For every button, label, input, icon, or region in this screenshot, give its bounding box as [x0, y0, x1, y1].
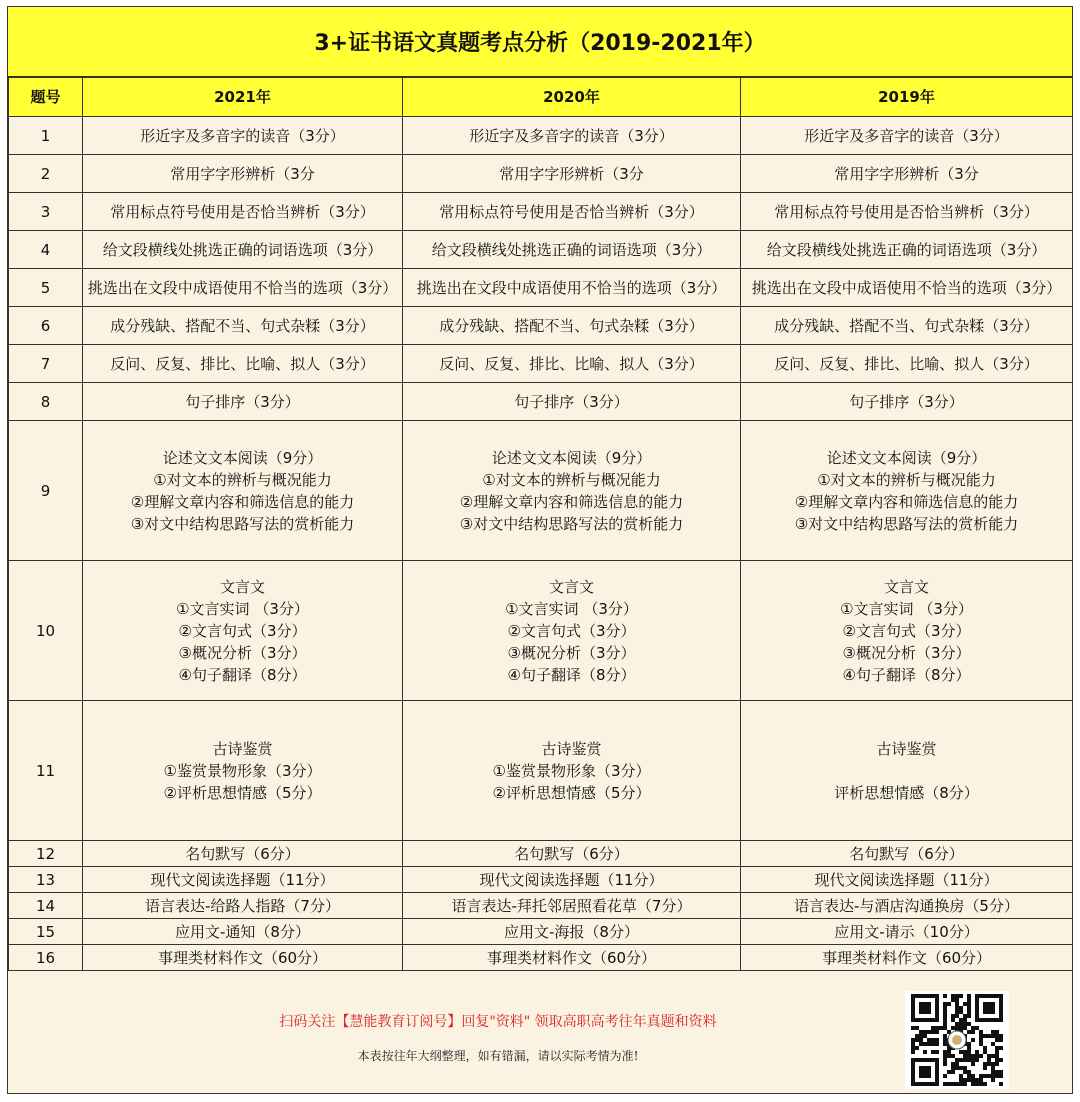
cell-line: ③对文中结构思路写法的赏析能力: [130, 514, 355, 533]
cell-2021: [83, 383, 403, 421]
table-row: [9, 421, 1073, 561]
cell-line: 论述文文本阅读（9分）: [491, 448, 652, 467]
cell-line: ①文言实词 （3分）: [505, 599, 638, 618]
cell-line: 反问、反复、排比、比喻、拟人（3分）: [110, 354, 375, 373]
cell-line: 成分残缺、搭配不当、句式杂糅（3分）: [110, 316, 375, 335]
cell-line: 常用标点符号使用是否恰当辨析（3分）: [774, 202, 1039, 221]
cell-2021: [83, 193, 403, 231]
cell-line: 论述文文本阅读（9分）: [162, 448, 323, 467]
cell-2019: [741, 383, 1073, 421]
cell-line: ②理解文章内容和筛选信息的能力: [794, 492, 1019, 511]
cell-line: 成分残缺、搭配不当、句式杂糅（3分）: [439, 316, 704, 335]
cell-line: ②文言句式（3分）: [507, 621, 636, 640]
cell-2021: [83, 841, 403, 867]
cell-2021: [83, 867, 403, 893]
table-row: [9, 307, 1073, 345]
table-row: [9, 383, 1073, 421]
cell-2020: [403, 841, 741, 867]
cell-line: 形近字及多音字的读音（3分）: [140, 126, 345, 145]
cell-line: ②理解文章内容和筛选信息的能力: [130, 492, 355, 511]
cell-2020: [403, 269, 741, 307]
cell-line: ①对文本的辨析与概况能力: [817, 470, 996, 489]
table-row: [9, 919, 1073, 945]
cell-2021: [83, 893, 403, 919]
cell-2021: [83, 117, 403, 155]
cell-line: 常用标点符号使用是否恰当辨析（3分）: [439, 202, 704, 221]
cell-line: ③概况分析（3分）: [507, 643, 636, 662]
cell-line: [741, 760, 1072, 782]
cell-line: 常用标点符号使用是否恰当辨析（3分）: [110, 202, 375, 221]
cell-2021: [83, 155, 403, 193]
footer-notice: 扫码关注【慧能教育订阅号】回复"资料" 领取高职高考往年真题和资料: [279, 1014, 717, 1030]
header-number: 题号: [9, 78, 83, 117]
cell-2020: [403, 421, 741, 561]
row-number: 2: [9, 155, 83, 193]
table-row: [9, 561, 1073, 701]
table-row: [9, 117, 1073, 155]
cell-line: 语言表达-与酒店沟通换房（5分）: [794, 896, 1019, 915]
table-row: [9, 155, 1073, 193]
cell-line: 应用文-通知（8分）: [175, 922, 310, 941]
cell-line: 常用字字形辨析（3分: [834, 164, 979, 183]
cell-line: ②文言句式（3分）: [178, 621, 307, 640]
table-body: [9, 117, 1073, 971]
cell-line: ②评析思想情感（5分）: [163, 783, 322, 802]
cell-line: 反问、反复、排比、比喻、拟人（3分）: [774, 354, 1039, 373]
cell-2019: [741, 421, 1073, 561]
cell-line: ③概况分析（3分）: [842, 643, 971, 662]
cell-2021: [83, 561, 403, 701]
cell-2020: [403, 561, 741, 701]
cell-line: 语言表达-拜托邻居照看花草（7分）: [451, 896, 692, 915]
cell-2020: [403, 193, 741, 231]
cell-line: 名句默写（6分）: [185, 844, 300, 863]
cell-line: 文言文: [883, 577, 929, 596]
cell-2020: [403, 893, 741, 919]
cell-2019: [741, 117, 1073, 155]
cell-line: 古诗鉴赏: [876, 739, 937, 758]
cell-2019: [741, 231, 1073, 269]
table-row: [9, 345, 1073, 383]
header-2019: 2019年: [741, 78, 1073, 117]
cell-line: 古诗鉴赏: [212, 739, 273, 758]
cell-line: ①对文本的辨析与概况能力: [153, 470, 332, 489]
cell-line: 常用字字形辨析（3分: [170, 164, 315, 183]
cell-line: 句子排序（3分）: [514, 392, 629, 411]
cell-2019: [741, 701, 1073, 841]
header-2020: 2020年: [403, 78, 741, 117]
cell-2021: [83, 345, 403, 383]
cell-2020: [403, 383, 741, 421]
cell-2019: [741, 155, 1073, 193]
cell-line: 成分残缺、搭配不当、句式杂糅（3分）: [774, 316, 1039, 335]
cell-2021: [83, 231, 403, 269]
cell-line: 语言表达-给路人指路（7分）: [145, 896, 340, 915]
row-number: 5: [9, 269, 83, 307]
cell-2020: [403, 945, 741, 971]
row-number: 6: [9, 307, 83, 345]
table-row: [9, 841, 1073, 867]
row-number: 15: [9, 919, 83, 945]
cell-line: ②评析思想情感（5分）: [492, 783, 651, 802]
cell-line: ①对文本的辨析与概况能力: [482, 470, 661, 489]
cell-2019: [741, 841, 1073, 867]
cell-line: 挑选出在文段中成语使用不恰当的选项（3分）: [87, 278, 398, 297]
row-number: 10: [9, 561, 83, 701]
cell-line: 给文段横线处挑选正确的词语选项（3分）: [102, 240, 383, 259]
cell-line: ③对文中结构思路写法的赏析能力: [459, 514, 684, 533]
cell-line: 文言文: [219, 577, 265, 596]
cell-line: 名句默写（6分）: [849, 844, 964, 863]
cell-line: 名句默写（6分）: [514, 844, 629, 863]
table-row: [9, 867, 1073, 893]
cell-2021: [83, 421, 403, 561]
table-row: [9, 893, 1073, 919]
footer-note: 本表按往年大纲整理，如有错漏，请以实际考情为准!: [357, 1049, 639, 1063]
row-number: 16: [9, 945, 83, 971]
cell-line: 论述文文本阅读（9分）: [826, 448, 987, 467]
cell-line: ②文言句式（3分）: [842, 621, 971, 640]
cell-line: 文言文: [548, 577, 594, 596]
cell-line: ②理解文章内容和筛选信息的能力: [459, 492, 684, 511]
cell-2019: [741, 561, 1073, 701]
cell-line: ④句子翻译（8分）: [178, 665, 307, 684]
cell-line: ④句子翻译（8分）: [507, 665, 636, 684]
cell-line: 事理类材料作文（60分）: [821, 948, 992, 967]
cell-2019: [741, 269, 1073, 307]
cell-line: ③对文中结构思路写法的赏析能力: [794, 514, 1019, 533]
qr-code-icon: [905, 991, 1009, 1089]
cell-line: ①文言实词 （3分）: [176, 599, 309, 618]
row-number: 1: [9, 117, 83, 155]
cell-2019: [741, 893, 1073, 919]
cell-line: ①鉴赏景物形象（3分）: [163, 761, 322, 780]
cell-line: 形近字及多音字的读音（3分）: [469, 126, 674, 145]
cell-line: ④句子翻译（8分）: [842, 665, 971, 684]
cell-2020: [403, 307, 741, 345]
row-number: 9: [9, 421, 83, 561]
cell-line: 挑选出在文段中成语使用不恰当的选项（3分）: [751, 278, 1062, 297]
cell-2021: [83, 919, 403, 945]
cell-2020: [403, 117, 741, 155]
cell-2019: [741, 867, 1073, 893]
cell-line: 应用文-请示（10分）: [834, 922, 979, 941]
row-number: 11: [9, 701, 83, 841]
cell-2020: [403, 867, 741, 893]
row-number: 8: [9, 383, 83, 421]
cell-line: ③概况分析（3分）: [178, 643, 307, 662]
cell-line: 现代文阅读选择题（11分）: [814, 870, 999, 889]
cell-line: 常用字字形辨析（3分: [499, 164, 644, 183]
row-number: 12: [9, 841, 83, 867]
table-row: [9, 193, 1073, 231]
row-number: 3: [9, 193, 83, 231]
cell-line: 句子排序（3分）: [185, 392, 300, 411]
cell-2021: [83, 269, 403, 307]
cell-line: 形近字及多音字的读音（3分）: [804, 126, 1009, 145]
cell-line: 应用文-海报（8分）: [504, 922, 639, 941]
cell-line: 给文段横线处挑选正确的词语选项（3分）: [766, 240, 1047, 259]
cell-line: 挑选出在文段中成语使用不恰当的选项（3分）: [416, 278, 727, 297]
cell-2019: [741, 345, 1073, 383]
cell-line: 句子排序（3分）: [849, 392, 964, 411]
table-header-row: [9, 78, 1073, 117]
cell-2021: [83, 945, 403, 971]
exam-analysis-sheet: [7, 6, 1073, 1094]
cell-2020: [403, 345, 741, 383]
exam-table: [8, 77, 1073, 971]
cell-line: ①文言实词 （3分）: [840, 599, 973, 618]
row-number: 14: [9, 893, 83, 919]
cell-line: ①鉴赏景物形象（3分）: [492, 761, 651, 780]
cell-line: 事理类材料作文（60分）: [157, 948, 328, 967]
cell-2021: [83, 701, 403, 841]
cell-2019: [741, 919, 1073, 945]
cell-line: 反问、反复、排比、比喻、拟人（3分）: [439, 354, 704, 373]
cell-line: 给文段横线处挑选正确的词语选项（3分）: [431, 240, 712, 259]
row-number: 7: [9, 345, 83, 383]
cell-2019: [741, 945, 1073, 971]
cell-2020: [403, 919, 741, 945]
row-number: 4: [9, 231, 83, 269]
table-row: [9, 701, 1073, 841]
footer: [8, 977, 1072, 1093]
cell-line: 现代文阅读选择题（11分）: [479, 870, 664, 889]
cell-2019: [741, 307, 1073, 345]
cell-2020: [403, 231, 741, 269]
cell-line: 古诗鉴赏: [541, 739, 602, 758]
table-row: [9, 269, 1073, 307]
cell-line: 事理类材料作文（60分）: [486, 948, 657, 967]
row-number: 13: [9, 867, 83, 893]
cell-line: 现代文阅读选择题（11分）: [150, 870, 335, 889]
cell-line: 评析思想情感（8分）: [834, 783, 979, 802]
page-title: 3+证书语文真题考点分析（2019-2021年）: [8, 7, 1072, 77]
cell-2020: [403, 155, 741, 193]
table-row: [9, 945, 1073, 971]
cell-2020: [403, 701, 741, 841]
cell-2019: [741, 193, 1073, 231]
header-2021: 2021年: [83, 78, 403, 117]
cell-2021: [83, 307, 403, 345]
table-row: [9, 231, 1073, 269]
